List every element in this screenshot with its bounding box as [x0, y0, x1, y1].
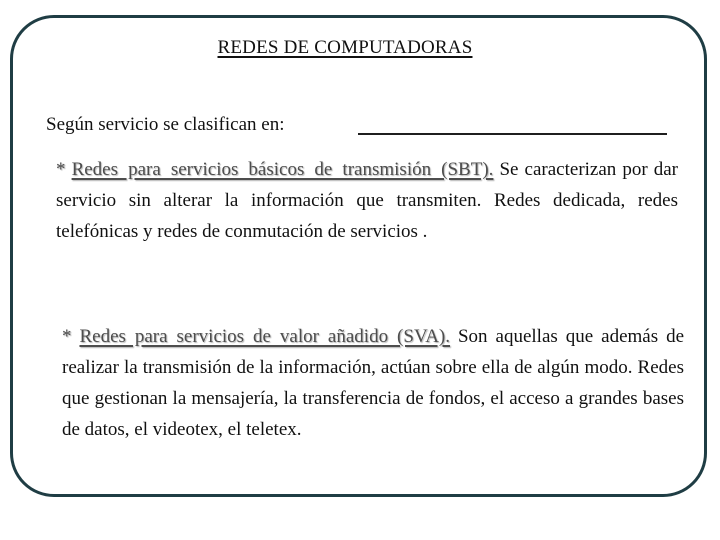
paragraph-sbt-body: Se caracterizan por dar servicio sin alterar la información que transmiten. Redes dedicada, redes telefónicas y redes de conmutación de servicios .	[56, 159, 679, 242]
paragraph-sva-body: Son aquellas que además de realizar la transmisión de la información, actúan sobre ella de algún modo. Redes que gestionan la mensajería, la transferencia de fondos, el acceso a grandes bases de datos, el videotex, el teletex.	[62, 326, 685, 440]
bullet-star: *	[56, 159, 72, 180]
intro-underline	[358, 133, 667, 135]
intro-text: Según servicio se clasifican en:	[46, 114, 285, 135]
paragraph-sbt-heading: Redes para servicios básicos de transmisión (SBT).	[71, 159, 494, 180]
slide-title: REDES DE COMPUTADORAS	[217, 37, 473, 58]
paragraph-sbt	[56, 154, 678, 247]
paragraph-sva	[62, 321, 684, 445]
bullet-star: *	[62, 326, 80, 347]
paragraph-sva-heading: Redes para servicios de valor añadido (SVA).	[79, 326, 451, 347]
